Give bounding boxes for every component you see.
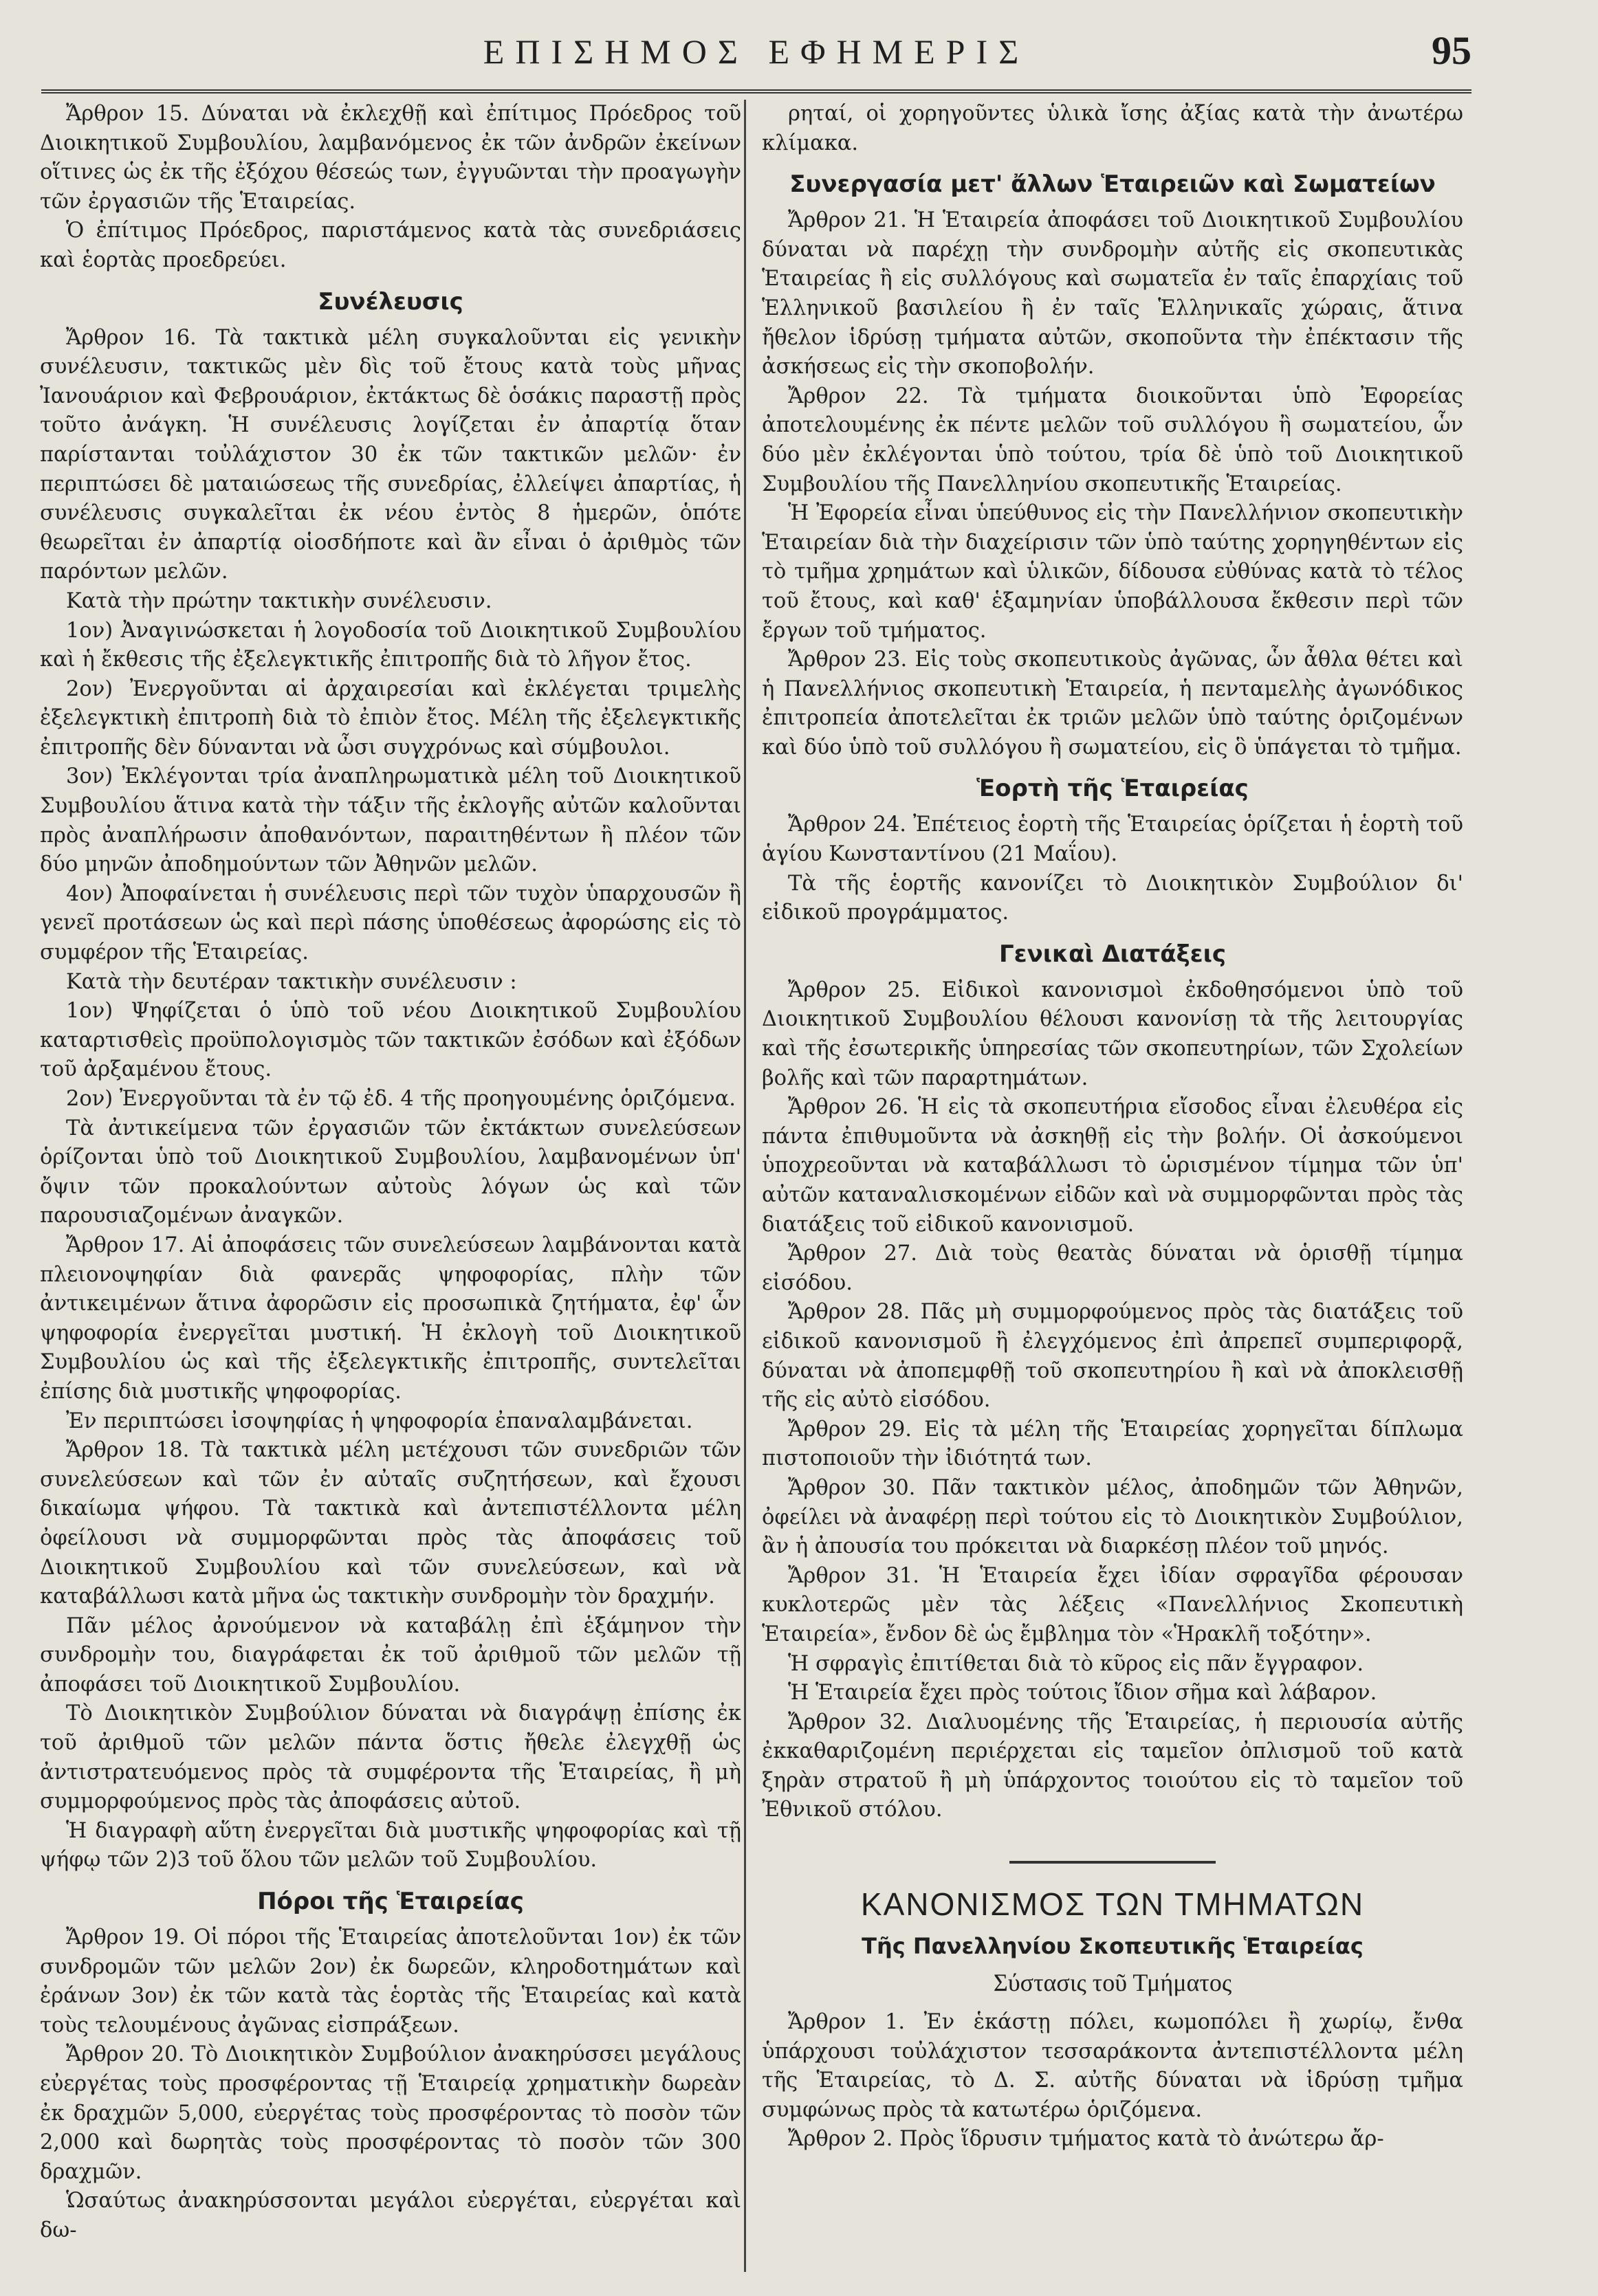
- paragraph: 3ον) Ἐκλέγονται τρία ἀναπληρωματικὰ μέλη τοῦ Διοικητικοῦ Συμβουλίου ἅτινα κατὰ τὴν τάξιν τῆς ἐκλογῆς αὐτῶν καλοῦνται πρὸς ἀναπλήρωσιν ἀποθανόντων, παραιτηθέντων ἢ πλέον τῶν δύο μηνῶν ἀποδημούντων τῶν Ἀθηνῶν μελῶν.: [40, 764, 741, 877]
- section-divider: [1009, 1861, 1216, 1864]
- paragraph: ρηταί, οἱ χορηγοῦντες ὑλικὰ ἴσης ἀξίας κατὰ τὴν ἀνωτέρω κλίμακα.: [762, 102, 1463, 155]
- paragraph: Ἄρθρον 2. Πρὸς ἵδρυσιν τμήματος κατὰ τὸ ἀνώτερω ἄρ-: [788, 2127, 1384, 2152]
- paragraph: Ἄρθρον 17. Αἱ ἀποφάσεις τῶν συνελεύσεων λαμβάνονται κατὰ πλειονοψηφίαν διὰ φανερᾶς ψηφοφορίας, πλὴν τῶν ἀντικειμένων ἅτινα ἀφορῶσιν εἰς προσωπικὰ ζητήματα, ἐφ' ὧν ψηφοφορία ἐνεργεῖται μυστική. Ἡ ἐκλογὴ τοῦ Διοικητικοῦ Συμβουλίου ὡς καὶ τῆς ἐξελεγκτικῆς ἐπιτροπῆς, συντελεῖται ἐπίσης διὰ μυστικῆς ψηφοφορίας.: [40, 1233, 741, 1404]
- paragraph: Ἄρθρον 28. Πᾶς μὴ συμμορφούμενος πρὸς τὰς διατάξεις τοῦ εἰδικοῦ κανονισμοῦ ἢ ἐλεγχόμενος ἐπὶ ἀπρεπεῖ συμπεριφορᾷ, δύναται νὰ ἀποπεμφθῇ τοῦ σκοπευτηρίου ἢ καὶ νὰ ἀποκλεισθῇ τῆς εἰς αὐτὸ εἰσόδου.: [762, 1300, 1463, 1413]
- paragraph: Τὸ Διοικητικὸν Συμβούλιον δύναται νὰ διαγράψῃ ἐπίσης ἐκ τοῦ ἀριθμοῦ τῶν μελῶν πάντα ὅστις ἤθελε ἐλεγχθῇ ὡς ἀντιστρατευόμενος πρὸς τὰ συμφέροντα τῆς Ἑταιρείας, ἢ μὴ συμμορφούμενος πρὸς τὰς ἀποφάσεις αὐτοῦ.: [40, 1701, 741, 1814]
- running-title: ΕΠΙΣΗΜΟΣ ΕΦΗΜΕΡΙΣ: [483, 32, 1030, 71]
- paragraph: Ἄρθρον 16. Τὰ τακτικὰ μέλη συγκαλοῦνται εἰς γενικὴν συνέλευσιν, τακτικῶς μὲν δὶς τοῦ ἔτους κατὰ τοὺς μῆνας Ἰανουάριον καὶ Φεβρουάριον, ἐκτάκτως δὲ ὁσάκις παραστῇ πρὸς τοῦτο ἀνάγκη. Ἡ συνέλευσις λογίζεται ἐν ἀπαρτίᾳ ὅταν παρίστανται τοὐλάχιστον 30 ἐκ τῶν τακτικῶν μελῶν· ἐν περιπτώσει δὲ ματαιώσεως τῆς συνεδρίας, ἐλλείψει ἀπαρτίας, ἡ συνέλευσις συγκαλεῖται ἐκ νέου ἐντὸς 8 ἡμερῶν, ὁπότε θεωρεῖται ἐν ἀπαρτίᾳ οἱοσδήποτε καὶ ἂν εἶναι ὁ ἀριθμὸς τῶν παρόντων μελῶν.: [40, 325, 741, 584]
- paragraph: 4ον) Ἀποφαίνεται ἡ συνέλευσις περὶ τῶν τυχὸν ὑπαρχουσῶν ἢ γενεῖ προτάσεων ὡς καὶ περὶ πάσης ὑποθέσεως ἀφορώσης εἰς τὸ συμφέρον τῆς Ἑταιρείας.: [40, 881, 741, 965]
- page-header: [41, 26, 1471, 93]
- paragraph: Ἡ Ἑταιρεία ἔχει πρὸς τούτοις ἴδιον σῆμα καὶ λάβαρον.: [788, 1681, 1377, 1706]
- section-heading: Τῆς Πανελληνίου Σκοπευτικῆς Ἑταιρείας: [862, 1933, 1364, 1960]
- paragraph: Ἡ Ἐφορεία εἶναι ὑπεύθυνος εἰς τὴν Πανελλήνιον σκοπευτικὴν Ἑταιρείαν διὰ τὴν διαχείρισιν τῶν ὑπὸ ταύτης χορηγηθέντων εἰς τὸ τμῆμα χρημάτων καὶ ὑλικῶν, δίδουσα εὐθύνας κατὰ τὸ τέλος τοῦ ἔτους, καὶ καθ' ἑξαμηνίαν ὑποβάλλουσα ἔκθεσιν περὶ τῶν ἔργων τοῦ τμήματος.: [762, 501, 1463, 643]
- paragraph: Ἄρθρον 23. Εἰς τοὺς σκοπευτικοὺς ἀγῶνας, ὧν ἆθλα θέτει καὶ ἡ Πανελλήνιος σκοπευτικὴ Ἑταιρεία, ἡ πενταμελὴς ἀγωνόδικος ἐπιτροπεία ἀποτελεῖται ἐκ τριῶν μελῶν ὑπὸ ταύτης ὁριζομένων καὶ δύο ὑπὸ τοῦ συλλόγου ἢ σωματείου, εἰς ὃ ὑπάγεται τὸ τμῆμα.: [762, 648, 1463, 760]
- section-heading: Συνεργασία μετ' ἄλλων Ἑταιρειῶν καὶ Σωματείων: [789, 170, 1436, 199]
- section-heading: Πόροι τῆς Ἑταιρείας: [257, 1888, 524, 1916]
- paragraph: Ἄρθρον 31. Ἡ Ἑταιρεία ἔχει ἰδίαν σφραγῖδα φέρουσαν κυκλοτερῶς μὲν τὰς λέξεις «Πανελλήνιος Σκοπευτικὴ Ἑταιρεία», ἔνδον δὲ ὡς ἔμβλημα τὸν «Ἡρακλῆ τοξότην».: [762, 1563, 1463, 1646]
- paragraph: Ἄρθρον 29. Εἰς τὰ μέλη τῆς Ἑταιρείας χορηγεῖται δίπλωμα πιστοποιοῦν τὴν ἰδιότητά των.: [762, 1417, 1463, 1471]
- paragraph: Ἄρθρον 19. Οἱ πόροι τῆς Ἑταιρείας ἀποτελοῦνται 1ον) ἐκ τῶν συνδρομῶν τῶν μελῶν 2ον) ἐκ δωρεῶν, κληροδοτημάτων καὶ ἐράνων 3ον) ἐκ τῶν κατὰ τὰς ἑορτὰς τῆς Ἑταιρείας καὶ κατὰ τοὺς τελουμένους ἀγῶνας εἰσπράξεων.: [40, 1925, 741, 2038]
- paragraph: Τὰ ἀντικείμενα τῶν ἐργασιῶν τῶν ἐκτάκτων συνελεύσεων ὁρίζονται ὑπὸ τοῦ Διοικητικοῦ Συμβουλίου, λαμβανομένων ὑπ' ὄψιν τῶν προκαλούντων αὐτοὺς λόγων ὡς καὶ τῶν παρουσιαζομένων ἀναγκῶν.: [40, 1116, 741, 1228]
- paragraph: Τὰ τῆς ἑορτῆς κανονίζει τὸ Διοικητικὸν Συμβούλιον δι' εἰδικοῦ προγράμματος.: [762, 871, 1463, 925]
- paragraph: Κατὰ τὴν δευτέραν τακτικὴν συνέλευσιν :: [66, 969, 517, 994]
- paragraph: Ἄρθρον 24. Ἐπέτειος ἑορτὴ τῆς Ἑταιρείας ὁρίζεται ἡ ἑορτὴ τοῦ ἁγίου Κωνσταντίνου (21 Μαΐου).: [762, 813, 1463, 867]
- paragraph: 1ον) Ἀναγινώσκεται ἡ λογοδοσία τοῦ Διοικητικοῦ Συμβουλίου καὶ ἡ ἔκθεσις τῆς ἐξελεγκτικῆς ἐπιτροπῆς διὰ τὸ λῆγον ἔτος.: [40, 618, 741, 672]
- paragraph: 1ον) Ψηφίζεται ὁ ὑπὸ τοῦ νέου Διοικητικοῦ Συμβουλίου καταρτισθεὶς προϋπολογισμὸς τῶν τακτικῶν ἐσόδων καὶ ἐξόδων τοῦ ἀρξαμένου ἔτους.: [40, 999, 741, 1082]
- paragraph: 2ον) Ἐνεργοῦνται αἱ ἀρχαιρεσίαι καὶ ἐκλέγεται τριμελὴς ἐξελεγκτικὴ ἐπιτροπὴ διὰ τὸ ἐπιὸν ἔτος. Μέλη τῆς ἐξελεγκτικῆς ἐπιτροπῆς δὲν δύνανται νὰ ὦσι συγχρόνως καὶ σύμβουλοι.: [40, 676, 741, 760]
- paragraph: Ἡ σφραγὶς ἐπιτίθεται διὰ τὸ κῦρος εἰς πᾶν ἔγγραφον.: [788, 1651, 1364, 1676]
- paragraph: 2ον) Ἐνεργοῦνται τὰ ἐν τῷ ἐδ. 4 τῆς προηγουμένης ὁριζόμενα.: [66, 1087, 736, 1111]
- paragraph: Ἐν περιπτώσει ἰσοψηφίας ἡ ψηφοφορία ἐπαναλαμβάνεται.: [66, 1409, 693, 1433]
- paragraph: Ἄρθρον 22. Τὰ τμήματα διοικοῦνται ὑπὸ Ἐφορείας ἀποτελουμένης ἐκ πέντε μελῶν τοῦ συλλόγου ἢ σωματείου, ὧν δύο μὲν ἐκλέγονται ὑπὸ τούτου, τρία δὲ ὑπὸ τοῦ Διοικητικοῦ Συμβουλίου τῆς Πανελληνίου σκοπευτικῆς Ἑταιρείας.: [762, 384, 1463, 496]
- paragraph: Ἡ διαγραφὴ αὕτη ἐνεργεῖται διὰ μυστικῆς ψηφοφορίας καὶ τῇ ψήφῳ τῶν 2)3 τοῦ ὅλου τῶν μελῶν τοῦ Συμβουλίου.: [40, 1818, 741, 1873]
- section-heading: Σύστασις τοῦ Τμήματος: [993, 1969, 1232, 1997]
- section-heading: ΚΑΝΟΝΙΣΜΟΣ ΤΩΝ ΤΜΗΜΑΤΩΝ: [860, 1886, 1365, 1923]
- paragraph: Πᾶν μέλος ἀρνούμενον νὰ καταβάλῃ ἐπὶ ἑξάμηνον τὴν συνδρομὴν του, διαγράφεται ἐκ τοῦ ἀριθμοῦ τῶν μελῶν τῇ ἀποφάσει τοῦ Διοικητικοῦ Συμβουλίου.: [40, 1613, 741, 1697]
- section-heading: Ἑορτὴ τῆς Ἑταιρείας: [976, 775, 1249, 803]
- right-column: [762, 100, 1463, 2279]
- paragraph: Ἄρθρον 20. Τὸ Διοικητικὸν Συμβούλιον ἀνακηρύσσει μεγάλους εὐεργέτας τοὺς προσφέροντας τῇ Ἑταιρείᾳ χρηματικὴν δωρεὰν ἐκ δραχμῶν 5,000, εὐεργέτας τοὺς προσφέροντας τὸ ποσὸν τῶν 2,000 καὶ δωρητὰς τοὺς προσφέροντας τὸ ποσὸν τῶν 300 δραχμῶν.: [40, 2042, 741, 2184]
- column-divider: [744, 100, 746, 2272]
- paragraph: Ὡσαύτως ἀνακηρύσσονται μεγάλοι εὐεργέται, εὐεργέται καὶ δω-: [40, 2189, 741, 2242]
- paragraph: Ἄρθρον 21. Ἡ Ἑταιρεία ἀποφάσει τοῦ Διοικητικοῦ Συμβουλίου δύναται νὰ παρέχῃ τὴν συνδρομὴν αὐτῆς εἰς σκοπευτικὰς Ἑταιρείας ἢ εἰς συλλόγους καὶ σωματεῖα ἐν ταῖς ἐπαρχίαις τοῦ Ἑλληνικοῦ βασιλείου ἢ ἐν ταῖς Ἑλληνικαῖς χώραις, ἅτινα ἤθελον ἱδρύσῃ τμήματα αὐτῶν, σκοποῦντα τὴν ἐπέκτασιν τῆς ἀσκήσεως εἰς τὴν σκοποβολήν.: [762, 208, 1463, 379]
- paragraph: Ὁ ἐπίτιμος Πρόεδρος, παριστάμενος κατὰ τὰς συνεδριάσεις καὶ ἑορτὰς προεδρεύει.: [40, 219, 741, 272]
- paragraph: Ἄρθρον 30. Πᾶν τακτικὸν μέλος, ἀποδημῶν τῶν Ἀθηνῶν, ὀφείλει νὰ ἀναφέρῃ περὶ τούτου εἰς τὸ Διοικητικὸν Συμβούλιον, ἂν ἡ ἀπουσία του πρόκειται νὰ διαρκέσῃ πλέον τοῦ μηνός.: [762, 1475, 1463, 1559]
- paragraph: Ἄρθρον 15. Δύναται νὰ ἐκλεχθῇ καὶ ἐπίτιμος Πρόεδρος τοῦ Διοικητικοῦ Συμβουλίου, λαμβανόμενος ἐκ τῶν ἀνδρῶν ἐκείνων οἵτινες ὡς ἐκ τῆς ἐξόχου θέσεώς των, ἐγγυῶνται τὴν προαγωγὴν τῶν ἐργασιῶν τῆς Ἑταιρείας.: [40, 102, 741, 214]
- page-number: 95: [1432, 28, 1471, 73]
- paragraph: Ἄρθρον 32. Διαλυομένης τῆς Ἑταιρείας, ἡ περιουσία αὐτῆς ἐκκαθαριζομένη περιέρχεται εἰς ταμεῖον ὀπλισμοῦ τοῦ κατὰ ξηρὰν στρατοῦ ἢ μὴ ὑπάρχοντος τοιούτου εἰς τὸ ταμεῖον τοῦ Ἐθνικοῦ στόλου.: [762, 1710, 1463, 1822]
- section-heading: Συνέλευσις: [318, 287, 463, 316]
- paragraph: Ἄρθρον 25. Εἰδικοὶ κανονισμοὶ ἐκδοθησόμενοι ὑπὸ τοῦ Διοικητικοῦ Συμβουλίου θέλουσι κανονίσῃ τὰ τῆς λειτουργίας καὶ τῆς ἐσωτερικῆς ὑπηρεσίας τῶν σκοπευτηρίων, τῶν Σχολείων βολῆς καὶ τῶν παραρτημάτων.: [762, 978, 1463, 1090]
- section-heading: Γενικαὶ Διατάξεις: [999, 940, 1226, 968]
- paragraph: Ἄρθρον 1. Ἐν ἑκάστῃ πόλει, κωμοπόλει ἢ χωρίῳ, ἔνθα ὑπάρχουσι τοὐλάχιστον τεσσαράκοντα ἀντεπιστέλλοντα μέλη τῆς Ἑταιρείας, τὸ Δ. Σ. αὐτῆς δύναται νὰ ἱδρύσῃ τμῆμα συμφώνως πρὸς τὰ κατωτέρω ὁριζόμενα.: [762, 2010, 1463, 2122]
- paragraph: Ἄρθρον 26. Ἡ εἰς τὰ σκοπευτήρια εἴσοδος εἶναι ἐλευθέρα εἰς πάντα ἐπιθυμοῦντα νὰ ἀσκηθῇ εἰς τὴν βολήν. Οἱ ἀσκούμενοι ὑποχρεοῦνται νὰ καταβάλλωσι τὸ ὡρισμένον τίμημα τῶν ὑπ' αὐτῶν καταναλισκομένων εἰδῶν καὶ νὰ συμμορφῶνται πρὸς τὰς διατάξεις τοῦ εἰδικοῦ κανονισμοῦ.: [762, 1095, 1463, 1237]
- left-column: [40, 100, 741, 2279]
- paragraph: Ἄρθρον 18. Τὰ τακτικὰ μέλη μετέχουσι τῶν συνεδριῶν τῶν συνελεύσεων καὶ τῶν ἐν αὐταῖς συζητήσεων, καὶ ἔχουσι δικαίωμα ψήφου. Τὰ τακτικὰ καὶ ἀντεπιστέλλοντα μέλη ὀφείλουσι νὰ συμμορφῶνται πρὸς τὰς ἀποφάσεις τοῦ Διοικητικοῦ Συμβουλίου καὶ τῶν συνελεύσεων, καὶ νὰ καταβάλλωσι κατὰ μῆνα ὡς τακτικὴν συνδρομὴν τὸν δραχμήν.: [40, 1438, 741, 1609]
- paragraph: Ἄρθρον 27. Διὰ τοὺς θεατὰς δύναται νὰ ὁρισθῇ τίμημα εἰσόδου.: [762, 1241, 1463, 1295]
- paragraph: Κατὰ τὴν πρώτην τακτικὴν συνέλευσιν.: [66, 588, 492, 613]
